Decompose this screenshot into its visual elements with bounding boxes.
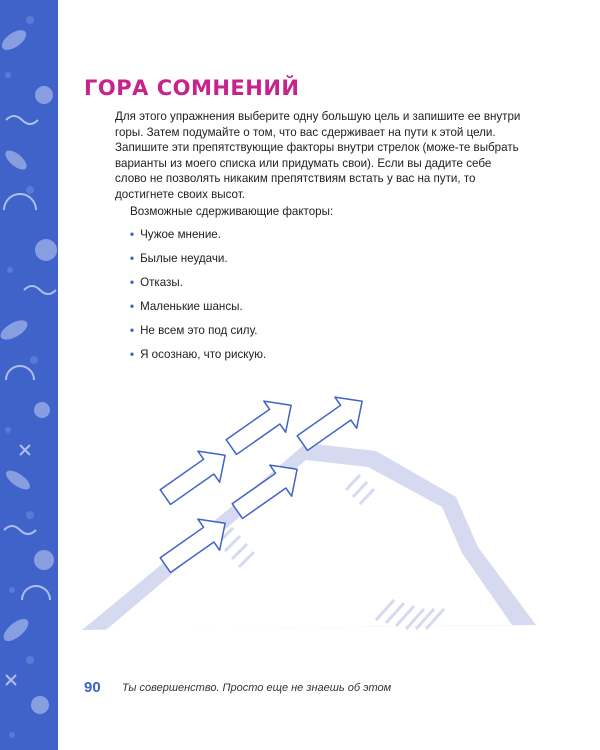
factor-text: Я осознаю, что рискую. <box>140 348 267 361</box>
arrow-icon <box>220 390 302 463</box>
running-title: Ты совершенство. Просто еще не знаешь об этом <box>122 682 392 694</box>
page-number: 90 <box>84 679 101 696</box>
bullet-icon: • <box>130 300 135 313</box>
bullet-icon: • <box>130 252 135 265</box>
list-item <box>130 323 266 347</box>
bullet-icon: • <box>130 348 135 361</box>
decorative-sidebar <box>0 0 58 750</box>
arrow-icon <box>154 440 236 513</box>
list-item <box>130 275 266 299</box>
factor-text: Маленькие шансы. <box>140 300 243 313</box>
factors-list <box>130 227 266 371</box>
bullet-icon: • <box>130 276 135 289</box>
factor-text: Чужое мнение. <box>140 228 221 241</box>
list-item <box>130 347 266 371</box>
list-item <box>130 227 266 251</box>
factor-text: Отказы. <box>140 276 183 289</box>
factor-text: Не всем это под силу. <box>140 324 258 337</box>
bullet-icon: • <box>130 228 135 241</box>
mountain-icon <box>82 443 536 630</box>
bullet-icon: • <box>130 324 135 337</box>
intro-paragraph: Для этого упражнения выберите одну большую цель и запишите ее внутри горы. Затем подумайте о том, что вас сдерживает на пути к этой цели. Запишите эти препятствующие факторы внутри стрелок (може-те выбрать варианты из моего списка или придумать свои). Если вы дадите себе слово не позволять никаким препятствиям встать у вас на пути, то достигнете своих высот. <box>115 110 521 201</box>
list-item <box>130 299 266 323</box>
list-item <box>130 251 266 275</box>
page-title: ГОРА СОМНЕНИЙ <box>84 76 300 100</box>
mountain-illustration <box>76 385 556 645</box>
factor-text: Былые неудачи. <box>140 252 228 265</box>
factors-heading: Возможные сдерживающие факторы: <box>130 205 334 218</box>
leaf-pattern <box>0 0 58 750</box>
